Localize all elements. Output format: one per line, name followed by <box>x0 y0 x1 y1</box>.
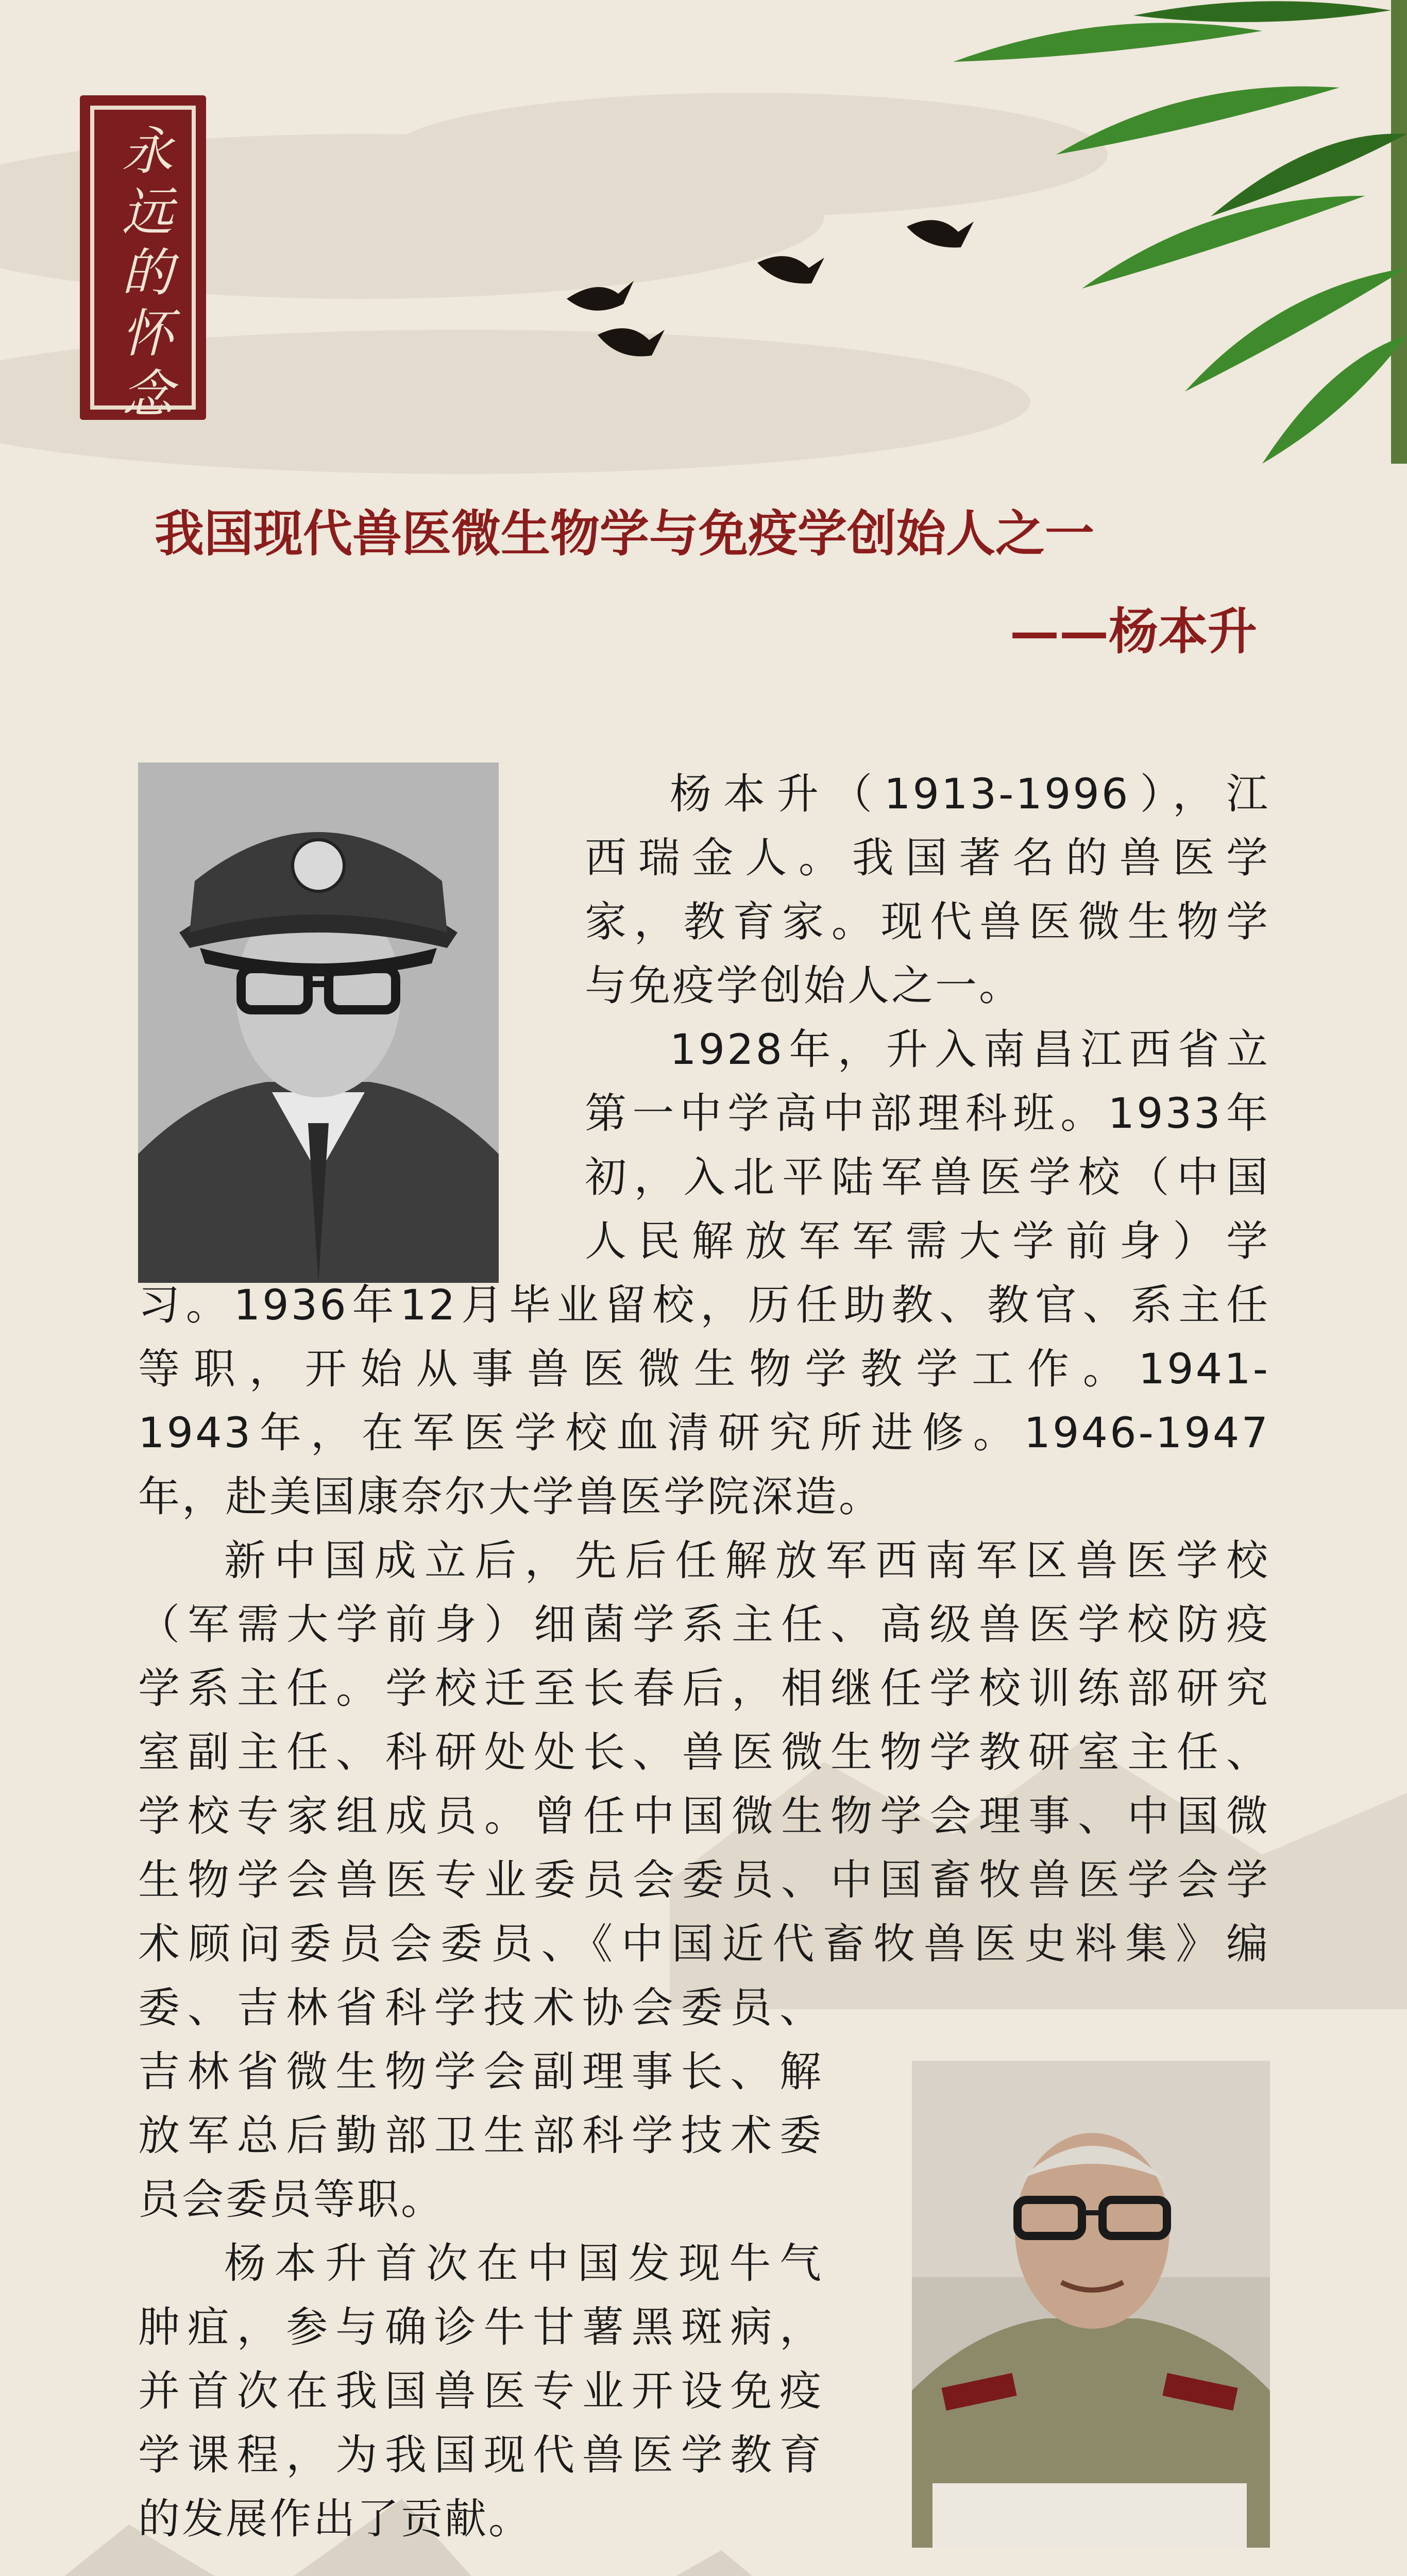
bio-line: 1928年，升入南昌江西省立 <box>670 1026 1270 1074</box>
working-photo <box>912 2061 1270 2548</box>
bio-line: 室副主任、科研处处长、兽医微生物学教研室主任、 <box>138 1728 1270 1777</box>
page-subtitle: ——杨本升 <box>1010 602 1257 660</box>
bio-line: 的发展作出了贡献。 <box>138 2495 533 2544</box>
bio-line: 委、吉林省科学技术协会委员、 <box>138 1984 823 2032</box>
bio-line: 1943年，在军医学校血清研究所进修。1946-1947 <box>138 1409 1270 1458</box>
bio-line: 肿疽，参与确诊牛甘薯黑斑病， <box>138 2303 823 2352</box>
photo-caption <box>912 2568 1270 2576</box>
bio-line: 习。1936年12月毕业留校，历任助教、教官、系主任 <box>138 1281 1270 1330</box>
bio-line: 术顾问委员会委员、《中国近代畜牧兽医史料集》编 <box>138 1920 1270 1969</box>
bio-line: 学课程，为我国现代兽医学教育 <box>138 2431 823 2480</box>
bio-line: 家，教育家。现代兽医微生物学 <box>585 898 1270 946</box>
bio-line: 年，赴美国康奈尔大学兽医学院深造。 <box>138 1473 883 1521</box>
bio-line: 生物学会兽医专业委员会委员、中国畜牧兽医学会学 <box>138 1856 1270 1905</box>
portrait-photo <box>138 762 499 1283</box>
bio-line: 吉林省微生物学会副理事长、解 <box>138 2048 823 2096</box>
bio-line: （军需大学前身）细菌学系主任、高级兽医学校防疫 <box>138 1601 1270 1649</box>
bio-line: 员会委员等职。 <box>138 2176 445 2224</box>
bio-line: 放军总后勤部卫生部科学技术委 <box>138 2112 823 2160</box>
bio-line: 西瑞金人。我国著名的兽医学 <box>585 834 1270 883</box>
bio-line: 等职，开始从事兽医微生物学教学工作。1941- <box>138 1345 1270 1394</box>
bio-line: 与免疫学创始人之一。 <box>585 962 1023 1010</box>
bio-line: 第一中学高中部理科班。1933年 <box>585 1090 1270 1138</box>
bio-line: 杨本升（1913-1996），江 <box>670 770 1270 819</box>
bio-line: 人民解放军军需大学前身）学 <box>585 1217 1270 1266</box>
bio-line: 新中国成立后，先后任解放军西南军区兽医学校 <box>224 1537 1270 1585</box>
bio-line: 学系主任。学校迁至长春后，相继任学校训练部研究 <box>138 1665 1270 1713</box>
bio-line: 杨本升首次在中国发现牛气 <box>224 2240 823 2288</box>
seal-text: 永远的怀念 <box>113 124 173 428</box>
bio-line: 学校专家组成员。曾任中国微生物学会理事、中国微 <box>138 1792 1270 1841</box>
page-title: 我国现代兽医微生物学与免疫学创始人之一 <box>155 504 1094 563</box>
bio-line: 初，入北平陆军兽医学校（中国 <box>585 1154 1270 1202</box>
bio-line: 并首次在我国兽医专业开设免疫 <box>138 2367 823 2416</box>
